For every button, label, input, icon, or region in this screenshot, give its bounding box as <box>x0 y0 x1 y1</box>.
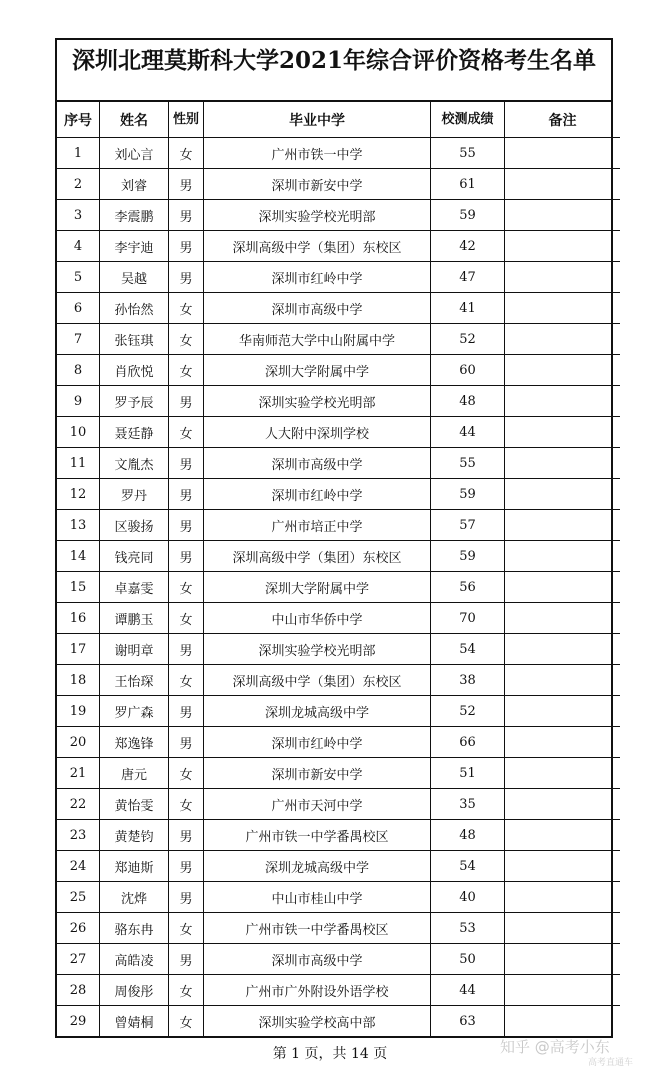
cell-gender: 女 <box>169 913 204 944</box>
table-row <box>57 882 620 913</box>
header-school: 毕业中学 <box>204 102 431 138</box>
cell-name: 罗广森 <box>100 696 169 727</box>
cell-score: 44 <box>431 417 505 448</box>
cell-school: 深圳实验学校光明部 <box>204 386 431 417</box>
table-header-row <box>57 102 620 138</box>
cell-name: 高皓凌 <box>100 944 169 975</box>
table-row <box>57 975 620 1006</box>
cell-score: 55 <box>431 448 505 479</box>
table-row <box>57 510 620 541</box>
cell-school: 中山市华侨中学 <box>204 603 431 634</box>
cell-no: 17 <box>57 634 100 665</box>
cell-note <box>505 231 621 262</box>
table-row <box>57 417 620 448</box>
cell-no: 12 <box>57 479 100 510</box>
cell-note <box>505 355 621 386</box>
table-row <box>57 324 620 355</box>
cell-note <box>505 324 621 355</box>
cell-score: 63 <box>431 1006 505 1037</box>
cell-note <box>505 541 621 572</box>
table-row <box>57 851 620 882</box>
cell-gender: 女 <box>169 138 204 169</box>
cell-school: 深圳实验学校光明部 <box>204 634 431 665</box>
cell-name: 孙怡然 <box>100 293 169 324</box>
cell-score: 42 <box>431 231 505 262</box>
cell-note <box>505 975 621 1006</box>
cell-name: 王怡琛 <box>100 665 169 696</box>
cell-name: 谭鹏玉 <box>100 603 169 634</box>
cell-name: 郑逸锋 <box>100 727 169 758</box>
cell-name: 沈烨 <box>100 882 169 913</box>
cell-note <box>505 200 621 231</box>
cell-school: 深圳市高级中学 <box>204 944 431 975</box>
cell-school: 广州市铁一中学番禺校区 <box>204 913 431 944</box>
cell-name: 罗丹 <box>100 479 169 510</box>
cell-name: 谢明章 <box>100 634 169 665</box>
cell-score: 40 <box>431 882 505 913</box>
cell-score: 59 <box>431 541 505 572</box>
cell-gender: 女 <box>169 603 204 634</box>
cell-school: 深圳龙城高级中学 <box>204 851 431 882</box>
cell-note <box>505 417 621 448</box>
table-row <box>57 448 620 479</box>
table-row <box>57 479 620 510</box>
cell-name: 曾婧桐 <box>100 1006 169 1037</box>
cell-school: 深圳实验学校高中部 <box>204 1006 431 1037</box>
cell-no: 11 <box>57 448 100 479</box>
cell-school: 深圳龙城高级中学 <box>204 696 431 727</box>
header-gender: 性别 <box>169 102 204 138</box>
table-row <box>57 572 620 603</box>
header-name: 姓名 <box>100 102 169 138</box>
cell-note <box>505 448 621 479</box>
cell-score: 47 <box>431 262 505 293</box>
candidate-table <box>57 102 620 1036</box>
cell-note <box>505 696 621 727</box>
cell-gender: 男 <box>169 851 204 882</box>
cell-note <box>505 882 621 913</box>
cell-school: 深圳市新安中学 <box>204 758 431 789</box>
cell-school: 广州市铁一中学番禺校区 <box>204 820 431 851</box>
cell-score: 61 <box>431 169 505 200</box>
table-row <box>57 696 620 727</box>
cell-no: 1 <box>57 138 100 169</box>
cell-gender: 女 <box>169 355 204 386</box>
cell-gender: 女 <box>169 665 204 696</box>
cell-school: 广州市培正中学 <box>204 510 431 541</box>
cell-gender: 女 <box>169 758 204 789</box>
cell-gender: 女 <box>169 572 204 603</box>
cell-note <box>505 944 621 975</box>
table-row <box>57 727 620 758</box>
cell-name: 郑迪斯 <box>100 851 169 882</box>
cell-score: 52 <box>431 696 505 727</box>
cell-name: 卓嘉雯 <box>100 572 169 603</box>
cell-score: 56 <box>431 572 505 603</box>
cell-name: 周俊彤 <box>100 975 169 1006</box>
cell-note <box>505 758 621 789</box>
cell-gender: 男 <box>169 386 204 417</box>
cell-school: 深圳市高级中学 <box>204 293 431 324</box>
table-body <box>57 138 620 1037</box>
header-note: 备注 <box>505 102 621 138</box>
cell-no: 2 <box>57 169 100 200</box>
cell-note <box>505 138 621 169</box>
cell-note <box>505 634 621 665</box>
cell-name: 肖欣悦 <box>100 355 169 386</box>
table-row <box>57 758 620 789</box>
cell-school: 深圳大学附属中学 <box>204 572 431 603</box>
cell-name: 吴越 <box>100 262 169 293</box>
cell-score: 48 <box>431 820 505 851</box>
cell-note <box>505 727 621 758</box>
watermark: 知乎 @高考小东 <box>500 1038 610 1056</box>
cell-score: 54 <box>431 851 505 882</box>
cell-name: 李震鹏 <box>100 200 169 231</box>
cell-name: 文胤杰 <box>100 448 169 479</box>
cell-no: 22 <box>57 789 100 820</box>
cell-gender: 女 <box>169 975 204 1006</box>
page-footer: 第 1 页，共 14 页 <box>272 1046 388 1062</box>
cell-no: 28 <box>57 975 100 1006</box>
cell-note <box>505 1006 621 1037</box>
cell-note <box>505 386 621 417</box>
cell-score: 59 <box>431 200 505 231</box>
cell-no: 5 <box>57 262 100 293</box>
cell-no: 3 <box>57 200 100 231</box>
cell-no: 13 <box>57 510 100 541</box>
cell-gender: 男 <box>169 169 204 200</box>
cell-school: 广州市铁一中学 <box>204 138 431 169</box>
cell-no: 16 <box>57 603 100 634</box>
cell-gender: 男 <box>169 727 204 758</box>
watermark-small: 高考直通车 <box>588 1058 634 1068</box>
cell-note <box>505 510 621 541</box>
cell-score: 54 <box>431 634 505 665</box>
cell-note <box>505 665 621 696</box>
cell-school: 华南师范大学中山附属中学 <box>204 324 431 355</box>
cell-name: 黄怡雯 <box>100 789 169 820</box>
cell-name: 罗予辰 <box>100 386 169 417</box>
cell-score: 51 <box>431 758 505 789</box>
cell-school: 中山市桂山中学 <box>204 882 431 913</box>
cell-gender: 女 <box>169 324 204 355</box>
table-row <box>57 913 620 944</box>
cell-no: 29 <box>57 1006 100 1037</box>
cell-no: 8 <box>57 355 100 386</box>
cell-no: 4 <box>57 231 100 262</box>
cell-score: 44 <box>431 975 505 1006</box>
cell-score: 35 <box>431 789 505 820</box>
cell-gender: 男 <box>169 479 204 510</box>
table-row <box>57 355 620 386</box>
cell-no: 21 <box>57 758 100 789</box>
cell-score: 70 <box>431 603 505 634</box>
cell-note <box>505 572 621 603</box>
cell-school: 深圳市高级中学 <box>204 448 431 479</box>
document-sheet <box>55 38 613 1038</box>
table-row <box>57 541 620 572</box>
cell-score: 48 <box>431 386 505 417</box>
cell-no: 10 <box>57 417 100 448</box>
cell-school: 深圳实验学校光明部 <box>204 200 431 231</box>
cell-note <box>505 479 621 510</box>
cell-score: 41 <box>431 293 505 324</box>
table-row <box>57 603 620 634</box>
cell-score: 57 <box>431 510 505 541</box>
cell-no: 14 <box>57 541 100 572</box>
cell-no: 15 <box>57 572 100 603</box>
cell-school: 人大附中深圳学校 <box>204 417 431 448</box>
cell-note <box>505 820 621 851</box>
table-row <box>57 386 620 417</box>
cell-note <box>505 262 621 293</box>
cell-no: 24 <box>57 851 100 882</box>
cell-name: 唐元 <box>100 758 169 789</box>
cell-score: 50 <box>431 944 505 975</box>
cell-no: 7 <box>57 324 100 355</box>
table-row <box>57 665 620 696</box>
cell-note <box>505 913 621 944</box>
cell-note <box>505 851 621 882</box>
cell-gender: 男 <box>169 262 204 293</box>
cell-name: 区骏扬 <box>100 510 169 541</box>
cell-gender: 男 <box>169 200 204 231</box>
cell-name: 刘心言 <box>100 138 169 169</box>
cell-school: 深圳高级中学（集团）东校区 <box>204 231 431 262</box>
cell-school: 深圳市红岭中学 <box>204 727 431 758</box>
cell-note <box>505 169 621 200</box>
cell-no: 23 <box>57 820 100 851</box>
cell-gender: 男 <box>169 820 204 851</box>
cell-name: 张钰琪 <box>100 324 169 355</box>
cell-gender: 男 <box>169 448 204 479</box>
cell-gender: 女 <box>169 293 204 324</box>
cell-no: 26 <box>57 913 100 944</box>
table-row <box>57 262 620 293</box>
cell-school: 深圳高级中学（集团）东校区 <box>204 541 431 572</box>
cell-no: 6 <box>57 293 100 324</box>
cell-score: 55 <box>431 138 505 169</box>
cell-no: 9 <box>57 386 100 417</box>
cell-no: 25 <box>57 882 100 913</box>
cell-no: 20 <box>57 727 100 758</box>
cell-gender: 男 <box>169 231 204 262</box>
cell-gender: 女 <box>169 789 204 820</box>
table-row <box>57 820 620 851</box>
table-row <box>57 944 620 975</box>
cell-school: 深圳大学附属中学 <box>204 355 431 386</box>
cell-score: 52 <box>431 324 505 355</box>
cell-no: 18 <box>57 665 100 696</box>
cell-name: 黄楚钧 <box>100 820 169 851</box>
cell-gender: 男 <box>169 944 204 975</box>
cell-school: 广州市广外附设外语学校 <box>204 975 431 1006</box>
cell-note <box>505 789 621 820</box>
table-row <box>57 200 620 231</box>
table-header <box>57 102 620 138</box>
cell-gender: 男 <box>169 541 204 572</box>
table-row <box>57 293 620 324</box>
cell-name: 骆东冉 <box>100 913 169 944</box>
cell-no: 19 <box>57 696 100 727</box>
cell-name: 李宇迪 <box>100 231 169 262</box>
header-no: 序号 <box>57 102 100 138</box>
cell-no: 27 <box>57 944 100 975</box>
cell-gender: 男 <box>169 634 204 665</box>
header-score: 校测成绩 <box>431 102 505 138</box>
cell-note <box>505 603 621 634</box>
cell-score: 66 <box>431 727 505 758</box>
cell-name: 聂廷静 <box>100 417 169 448</box>
cell-score: 59 <box>431 479 505 510</box>
table-row <box>57 789 620 820</box>
table-row <box>57 169 620 200</box>
cell-name: 钱亮同 <box>100 541 169 572</box>
cell-school: 深圳高级中学（集团）东校区 <box>204 665 431 696</box>
cell-gender: 男 <box>169 696 204 727</box>
cell-gender: 女 <box>169 417 204 448</box>
cell-school: 深圳市红岭中学 <box>204 262 431 293</box>
table-row <box>57 634 620 665</box>
table-row <box>57 138 620 169</box>
cell-school: 深圳市红岭中学 <box>204 479 431 510</box>
cell-note <box>505 293 621 324</box>
cell-score: 60 <box>431 355 505 386</box>
cell-school: 广州市天河中学 <box>204 789 431 820</box>
document-title: 深圳北理莫斯科大学2021年综合评价资格考生名单 <box>57 40 611 102</box>
table-row <box>57 1006 620 1037</box>
cell-name: 刘睿 <box>100 169 169 200</box>
cell-school: 深圳市新安中学 <box>204 169 431 200</box>
cell-gender: 女 <box>169 1006 204 1037</box>
cell-gender: 男 <box>169 510 204 541</box>
table-row <box>57 231 620 262</box>
cell-score: 38 <box>431 665 505 696</box>
cell-gender: 男 <box>169 882 204 913</box>
cell-score: 53 <box>431 913 505 944</box>
